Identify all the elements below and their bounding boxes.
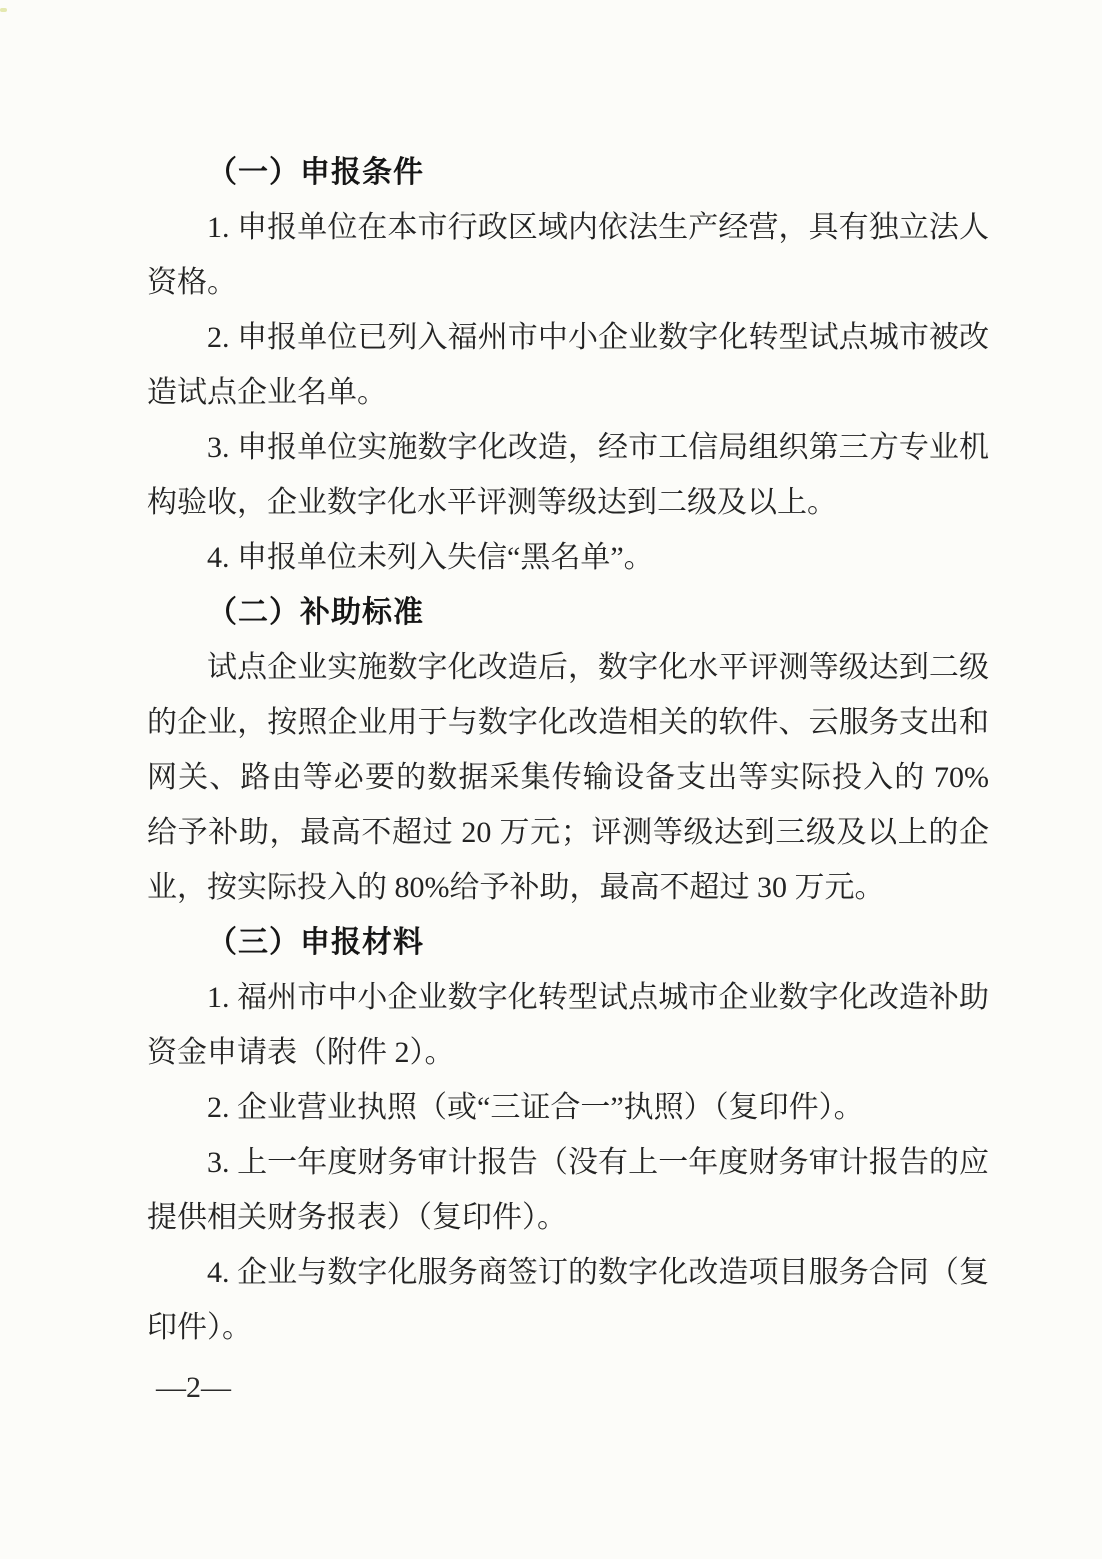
document-body [147, 145, 989, 1355]
paragraph-material-1: 1. 福州市中小企业数字化转型试点城市企业数字化改造补助资金申请表（附件 2）。 [147, 981, 989, 1069]
section-heading-application-materials: （三）申报材料 [207, 926, 424, 959]
paragraph-condition-2: 2. 申报单位已列入福州市中小企业数字化转型试点城市被改造试点企业名单。 [147, 321, 989, 409]
paragraph-material-4: 4. 企业与数字化服务商签订的数字化改造项目服务合同（复印件）。 [147, 1256, 989, 1344]
section-heading-subsidy-standard: （二）补助标准 [207, 596, 424, 629]
paragraph-material-2: 2. 企业营业执照（或“三证合一”执照）（复印件）。 [207, 1091, 864, 1124]
page-number: —2— [156, 1371, 231, 1404]
section-heading-application-conditions: （一）申报条件 [207, 156, 424, 189]
scan-artifact [0, 8, 7, 12]
paragraph-material-3: 3. 上一年度财务审计报告（没有上一年度财务审计报告的应提供相关财务报表）（复印件）。 [147, 1146, 989, 1234]
paragraph-condition-4: 4. 申报单位未列入失信“黑名单”。 [207, 541, 654, 574]
paragraph-condition-3: 3. 申报单位实施数字化改造，经市工信局组织第三方专业机构验收，企业数字化水平评测等级达到二级及以上。 [147, 431, 989, 519]
paragraph-condition-1: 1. 申报单位在本市行政区域内依法生产经营，具有独立法人资格。 [147, 211, 989, 299]
paragraph-subsidy-standard: 试点企业实施数字化改造后，数字化水平评测等级达到二级的企业，按照企业用于与数字化改造相关的软件、云服务支出和网关、路由等必要的数据采集传输设备支出等实际投入的 70%给予补助，最高不超过 20 万元；评测等级达到三级及以上的企业，按实际投入的 80%给予补助，最高不超过 30 万元。 [147, 651, 989, 904]
